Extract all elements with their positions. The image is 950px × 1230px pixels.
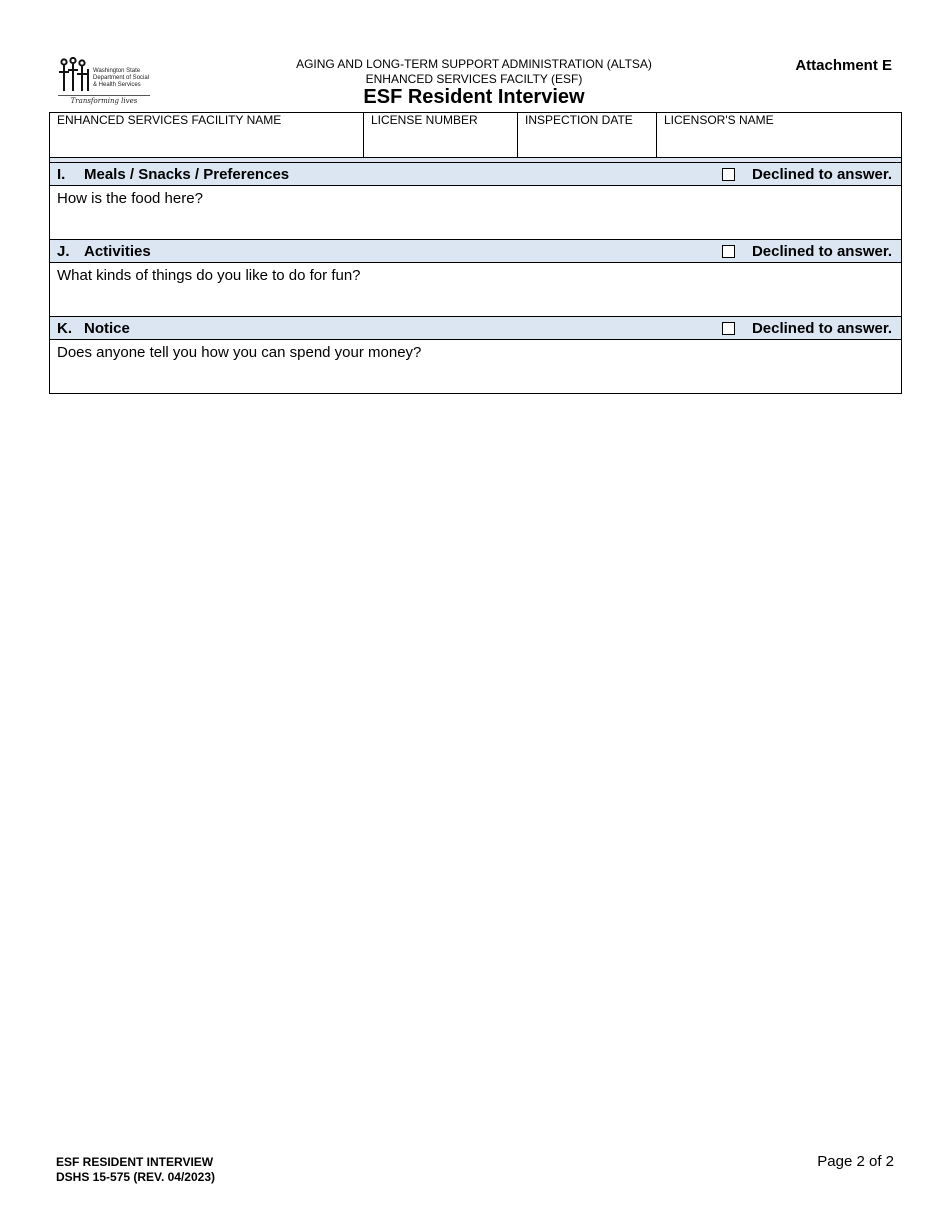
attachment-label: Attachment E	[795, 57, 892, 74]
section-number: K.	[57, 320, 72, 337]
org-line-2: ENHANCED SERVICES FACILTY (ESF)	[365, 72, 583, 86]
section-header-notice	[49, 316, 902, 340]
inspection-date-field[interactable]	[518, 113, 657, 157]
facility-info-table	[49, 112, 902, 158]
answer-area-meals[interactable]	[49, 186, 902, 240]
declined-checkbox-activities[interactable]	[722, 245, 735, 258]
footer-form-name: ESF RESIDENT INTERVIEW	[56, 1155, 214, 1169]
licensor-name-label: LICENSOR'S NAME	[664, 113, 774, 127]
section-title: Meals / Snacks / Preferences	[84, 166, 290, 183]
facility-name-field[interactable]	[50, 113, 364, 157]
logo-line-2: Department of Social	[93, 75, 150, 81]
section-header-activities	[49, 239, 902, 263]
licensor-name-field[interactable]	[657, 113, 901, 157]
question-text: Does anyone tell you how you can spend your money?	[57, 344, 422, 361]
org-line-1: AGING AND LONG-TERM SUPPORT ADMINISTRATION (ALTSA)	[296, 57, 652, 71]
declined-label: Declined to answer.	[751, 320, 892, 337]
license-number-label: LICENSE NUMBER	[371, 113, 478, 127]
logo-line-1: Washington State	[93, 68, 141, 74]
footer-form-number: DSHS 15-575 (REV. 04/2023)	[56, 1170, 215, 1184]
question-text: What kinds of things do you like to do for fun?	[57, 267, 361, 284]
page-title: ESF Resident Interview	[363, 86, 585, 108]
declined-checkbox-notice[interactable]	[722, 322, 735, 335]
declined-label: Declined to answer.	[751, 243, 892, 260]
section-title: Notice	[84, 320, 130, 337]
facility-name-label: ENHANCED SERVICES FACILITY NAME	[57, 113, 282, 127]
answer-area-notice[interactable]	[49, 340, 902, 394]
section-number: I.	[57, 166, 66, 183]
declined-label: Declined to answer.	[751, 166, 892, 183]
people-logo-icon	[58, 57, 92, 93]
section-number: J.	[57, 243, 70, 260]
dshs-logo	[58, 57, 150, 109]
logo-tagline: Transforming lives	[58, 95, 150, 105]
section-title: Activities	[84, 243, 151, 260]
answer-area-activities[interactable]	[49, 263, 902, 317]
page-number: Page 2 of 2	[817, 1153, 894, 1170]
declined-checkbox-meals[interactable]	[722, 168, 735, 181]
question-text: How is the food here?	[57, 190, 203, 207]
logo-line-3: & Health Services	[93, 82, 141, 88]
inspection-date-label: INSPECTION DATE	[525, 113, 633, 127]
license-number-field[interactable]	[364, 113, 518, 157]
section-header-meals	[49, 162, 902, 186]
